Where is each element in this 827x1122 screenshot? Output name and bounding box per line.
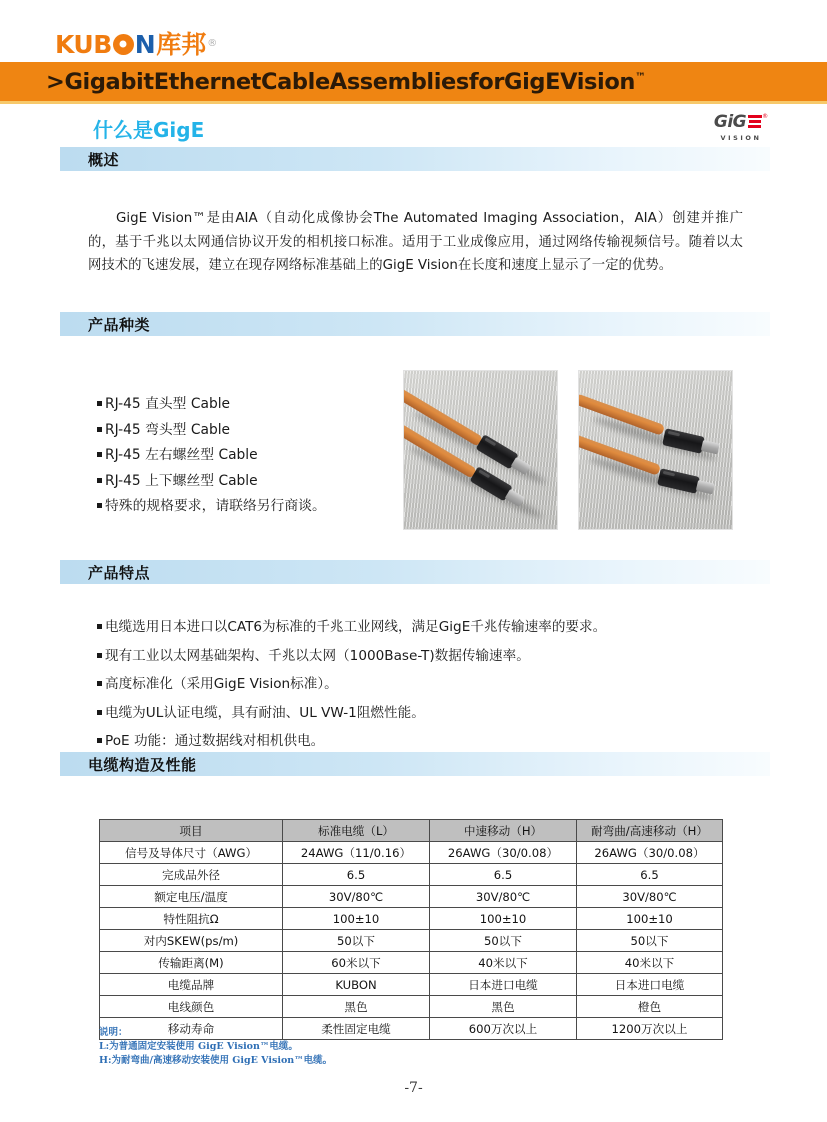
list-item <box>97 469 326 495</box>
table-cell: 对内SKEW(ps/m) <box>100 930 283 952</box>
table-row <box>100 930 723 952</box>
table-row <box>100 996 723 1018</box>
page-number: -7- <box>404 1080 423 1096</box>
page-title <box>46 69 646 95</box>
table-cell: 6.5 <box>577 864 723 886</box>
table-row <box>100 842 723 864</box>
logo-letters-kub: KUB <box>55 29 112 59</box>
bullet-square-icon <box>97 452 102 457</box>
table-cell: KUBON <box>283 974 430 996</box>
table-cell: 信号及导体尺寸（AWG） <box>100 842 283 864</box>
notes-line-l: L:为普通固定安装使用 GigE Vision™电缆。 <box>99 1041 298 1052</box>
table-cell: 24AWG（11/0.16） <box>283 842 430 864</box>
bullet-square-icon <box>97 478 102 483</box>
bullet-square-icon <box>97 738 102 743</box>
registered-mark-icon: ® <box>207 38 217 49</box>
bullet-square-icon <box>97 710 102 715</box>
section-header-overview <box>60 147 770 171</box>
title-trademark-icon: ™ <box>635 70 646 83</box>
section-header-overview-label: 概述 <box>88 150 120 169</box>
table-cell: 60米以下 <box>283 952 430 974</box>
bullet-square-icon <box>97 401 102 406</box>
cable-spec-table <box>99 819 723 1040</box>
notes-line-h: H:为耐弯曲/高速移动安装使用 GigE Vision™电缆。 <box>99 1055 333 1066</box>
product-photo-1 <box>403 370 558 530</box>
bullet-square-icon <box>97 503 102 508</box>
list-item-label: RJ-45 左右螺丝型 Cable <box>105 447 258 463</box>
list-item-label: RJ-45 直头型 Cable <box>105 396 231 412</box>
gige-logo-e-icon <box>747 115 762 131</box>
table-cell: 柔性固定电缆 <box>283 1018 430 1040</box>
table-cell: 50以下 <box>577 930 723 952</box>
table-cell: 日本进口电缆 <box>430 974 577 996</box>
title-chevron-icon: > <box>46 68 65 95</box>
table-cell: 30V/80℃ <box>577 886 723 908</box>
brand-logo <box>55 28 217 60</box>
table-cell: 100±10 <box>430 908 577 930</box>
table-cell: 50以下 <box>430 930 577 952</box>
table-column-header: 中速移动（H） <box>430 820 577 842</box>
table-cell: 黑色 <box>430 996 577 1018</box>
table-cell: 传输距离(M) <box>100 952 283 974</box>
section-header-product-features-label: 产品特点 <box>88 563 151 582</box>
table-cell: 电缆品牌 <box>100 974 283 996</box>
product-types-list <box>97 392 326 520</box>
list-item-label: RJ-45 上下螺丝型 Cable <box>105 472 258 489</box>
table-column-header: 耐弯曲/高速移动（H） <box>577 820 723 842</box>
gige-logo-text: GiG <box>713 112 747 132</box>
table-cell: 40米以下 <box>430 952 577 974</box>
list-item-label: 高度标准化（采用GigE Vision标准）。 <box>105 676 338 692</box>
table-cell: 26AWG（30/0.08） <box>430 842 577 864</box>
product-features-list <box>97 613 606 756</box>
section-header-product-types-label: 产品种类 <box>88 315 151 334</box>
table-cell: 100±10 <box>283 908 430 930</box>
list-item <box>97 613 606 642</box>
gige-registered-icon: ® <box>762 113 769 120</box>
list-item-label: 电缆选用日本进口以CAT6为标准的千兆工业网线，满足GigE千兆传输速率的要求。 <box>105 619 607 635</box>
table-row <box>100 886 723 908</box>
table-cell: 日本进口电缆 <box>577 974 723 996</box>
table-row <box>100 908 723 930</box>
table-cell: 26AWG（30/0.08） <box>577 842 723 864</box>
table-cell: 600万次以上 <box>430 1018 577 1040</box>
table-notes <box>99 1026 332 1068</box>
table-cell: 完成品外径 <box>100 864 283 886</box>
title-label: GigabitEthernetCableAssembliesforGigEVision <box>64 68 635 95</box>
product-photo-2 <box>578 370 733 530</box>
list-item <box>97 670 606 699</box>
gige-logo-subtitle: VISION <box>720 134 762 142</box>
table-cell: 电线颜色 <box>100 996 283 1018</box>
section-header-product-features <box>60 560 770 584</box>
table-cell: 30V/80℃ <box>430 886 577 908</box>
table-cell: 特性阻抗Ω <box>100 908 283 930</box>
gige-vision-logo <box>710 113 772 142</box>
table-cell: 橙色 <box>577 996 723 1018</box>
table-cell: 1200万次以上 <box>577 1018 723 1040</box>
table-cell: 移动寿命 <box>100 1018 283 1040</box>
page-heading: 什么是GigE <box>93 118 205 142</box>
section-header-product-types <box>60 312 770 336</box>
list-item <box>97 443 326 469</box>
list-item <box>97 494 326 520</box>
logo-wordmark <box>55 29 217 59</box>
table-column-header: 项目 <box>100 820 283 842</box>
page-title-bar <box>0 62 827 104</box>
list-item <box>97 699 606 728</box>
bullet-square-icon <box>97 681 102 686</box>
overview-paragraph: GigE Vision™是由AIA（自动化成像协会The Automated Imaging Association，AIA）创建并推广的，基于千兆以太网通信协议开发的相机接口标准。适用于工业成像应用，通过网络传输视频信号。随着以太网技术的飞速发展，建立在现存网络标准基础上的GigE Vision在长度和速度上显示了一定的优势。 <box>88 211 743 273</box>
table-cell: 40米以下 <box>577 952 723 974</box>
table-column-header: 标准电缆（L） <box>283 820 430 842</box>
list-item-label: 电缆为UL认证电缆，具有耐油、UL VW-1阻燃性能。 <box>105 704 425 721</box>
list-item <box>97 418 326 444</box>
table-cell: 30V/80℃ <box>283 886 430 908</box>
logo-chinese-name: 库邦 <box>156 29 207 59</box>
list-item-label: RJ-45 弯头型 Cable <box>105 421 231 438</box>
notes-title: 说明： <box>99 1027 128 1038</box>
table-row <box>100 974 723 996</box>
table-cell: 50以下 <box>283 930 430 952</box>
table-cell: 6.5 <box>430 864 577 886</box>
table-cell: 黑色 <box>283 996 430 1018</box>
list-item <box>97 642 606 671</box>
bullet-square-icon <box>97 653 102 658</box>
bullet-square-icon <box>97 427 102 432</box>
logo-circle-o-icon <box>113 34 134 55</box>
table-row <box>100 952 723 974</box>
logo-letter-n: N <box>134 29 156 59</box>
table-cell: 6.5 <box>283 864 430 886</box>
list-item <box>97 392 326 418</box>
gige-logo-mark <box>710 113 772 133</box>
table-cell: 100±10 <box>577 908 723 930</box>
bullet-square-icon <box>97 624 102 629</box>
list-item-label: 特殊的规格要求，请联络另行商谈。 <box>105 498 326 514</box>
list-item-label: 现有工业以太网基础架构、千兆以太网（1000Base-T)数据传输速率。 <box>105 647 530 664</box>
section-header-cable-construction <box>60 752 770 776</box>
table-cell: 额定电压/温度 <box>100 886 283 908</box>
section-header-cable-construction-label: 电缆构造及性能 <box>88 755 197 774</box>
table-header-row <box>100 820 723 842</box>
list-item-label: PoE 功能：通过数据线对相机供电。 <box>105 733 325 749</box>
table-row <box>100 864 723 886</box>
